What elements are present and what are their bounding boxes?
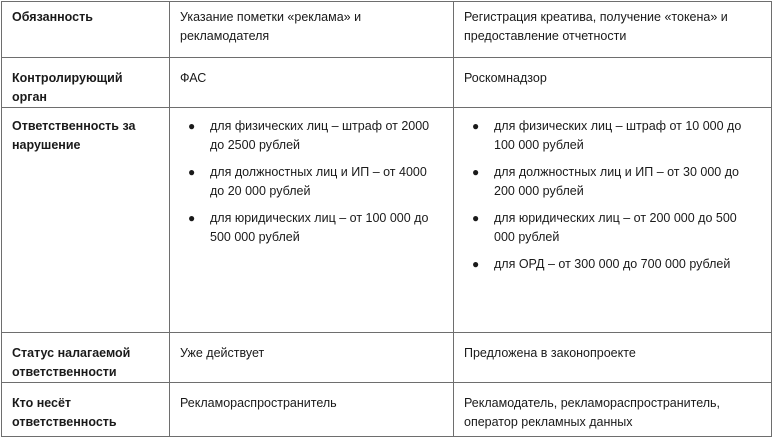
table-row-liability xyxy=(2,108,772,333)
list-item-text: для физических лиц – штраф от 2000 до 2500 рублей xyxy=(210,119,430,152)
table-cell: Регистрация креатива, получение «токена» и предоставление отчетности xyxy=(454,2,772,58)
bullet-icon: ● xyxy=(472,211,480,225)
row-header: Обязанность xyxy=(2,2,170,58)
table-cell: Рекламораспространитель xyxy=(170,383,454,437)
list-item xyxy=(188,209,443,247)
bullet-icon: ● xyxy=(188,211,196,225)
penalty-list-rkn xyxy=(464,117,761,274)
list-item-text: для физических лиц – штраф от 10 000 до 100 000 рублей xyxy=(494,119,742,152)
list-item xyxy=(472,209,761,247)
penalty-list-fas xyxy=(180,117,443,247)
table-row-responsible xyxy=(2,383,772,437)
list-item-text: для юридических лиц – от 100 000 до 500 000 рублей xyxy=(210,211,429,244)
table-cell: Предложена в законопроекте xyxy=(454,333,772,383)
bullet-icon: ● xyxy=(472,257,480,271)
list-item xyxy=(472,117,761,155)
row-header: Кто несёт ответственность xyxy=(2,383,170,437)
table-cell xyxy=(170,108,454,333)
table-cell: Уже действует xyxy=(170,333,454,383)
list-item-text: для юридических лиц – от 200 000 до 500 000 рублей xyxy=(494,211,737,244)
list-item-text: для должностных лиц и ИП – от 4000 до 20 000 рублей xyxy=(210,165,427,198)
list-item xyxy=(188,163,443,201)
list-item xyxy=(472,255,761,274)
row-header: Статус налагаемой ответственности xyxy=(2,333,170,383)
table-cell: Рекламодатель, рекламораспространитель, оператор рекламных данных xyxy=(454,383,772,437)
row-header: Контролирующий орган xyxy=(2,58,170,108)
list-item xyxy=(472,163,761,201)
list-item-text: для должностных лиц и ИП – от 30 000 до 200 000 рублей xyxy=(494,165,739,198)
table-cell: Роскомнадзор xyxy=(454,58,772,108)
bullet-icon: ● xyxy=(472,165,480,179)
table-cell: Указание пометки «реклама» и рекламодателя xyxy=(170,2,454,58)
obligations-comparison-table xyxy=(1,1,772,437)
table-row-obligation xyxy=(2,2,772,58)
list-item-text: для ОРД – от 300 000 до 700 000 рублей xyxy=(494,257,731,271)
row-header: Ответственность за нарушение xyxy=(2,108,170,333)
bullet-icon: ● xyxy=(472,119,480,133)
bullet-icon: ● xyxy=(188,165,196,179)
table-row-authority xyxy=(2,58,772,108)
table-cell xyxy=(454,108,772,333)
bullet-icon: ● xyxy=(188,119,196,133)
table-cell: ФАС xyxy=(170,58,454,108)
table-row-status xyxy=(2,333,772,383)
list-item xyxy=(188,117,443,155)
